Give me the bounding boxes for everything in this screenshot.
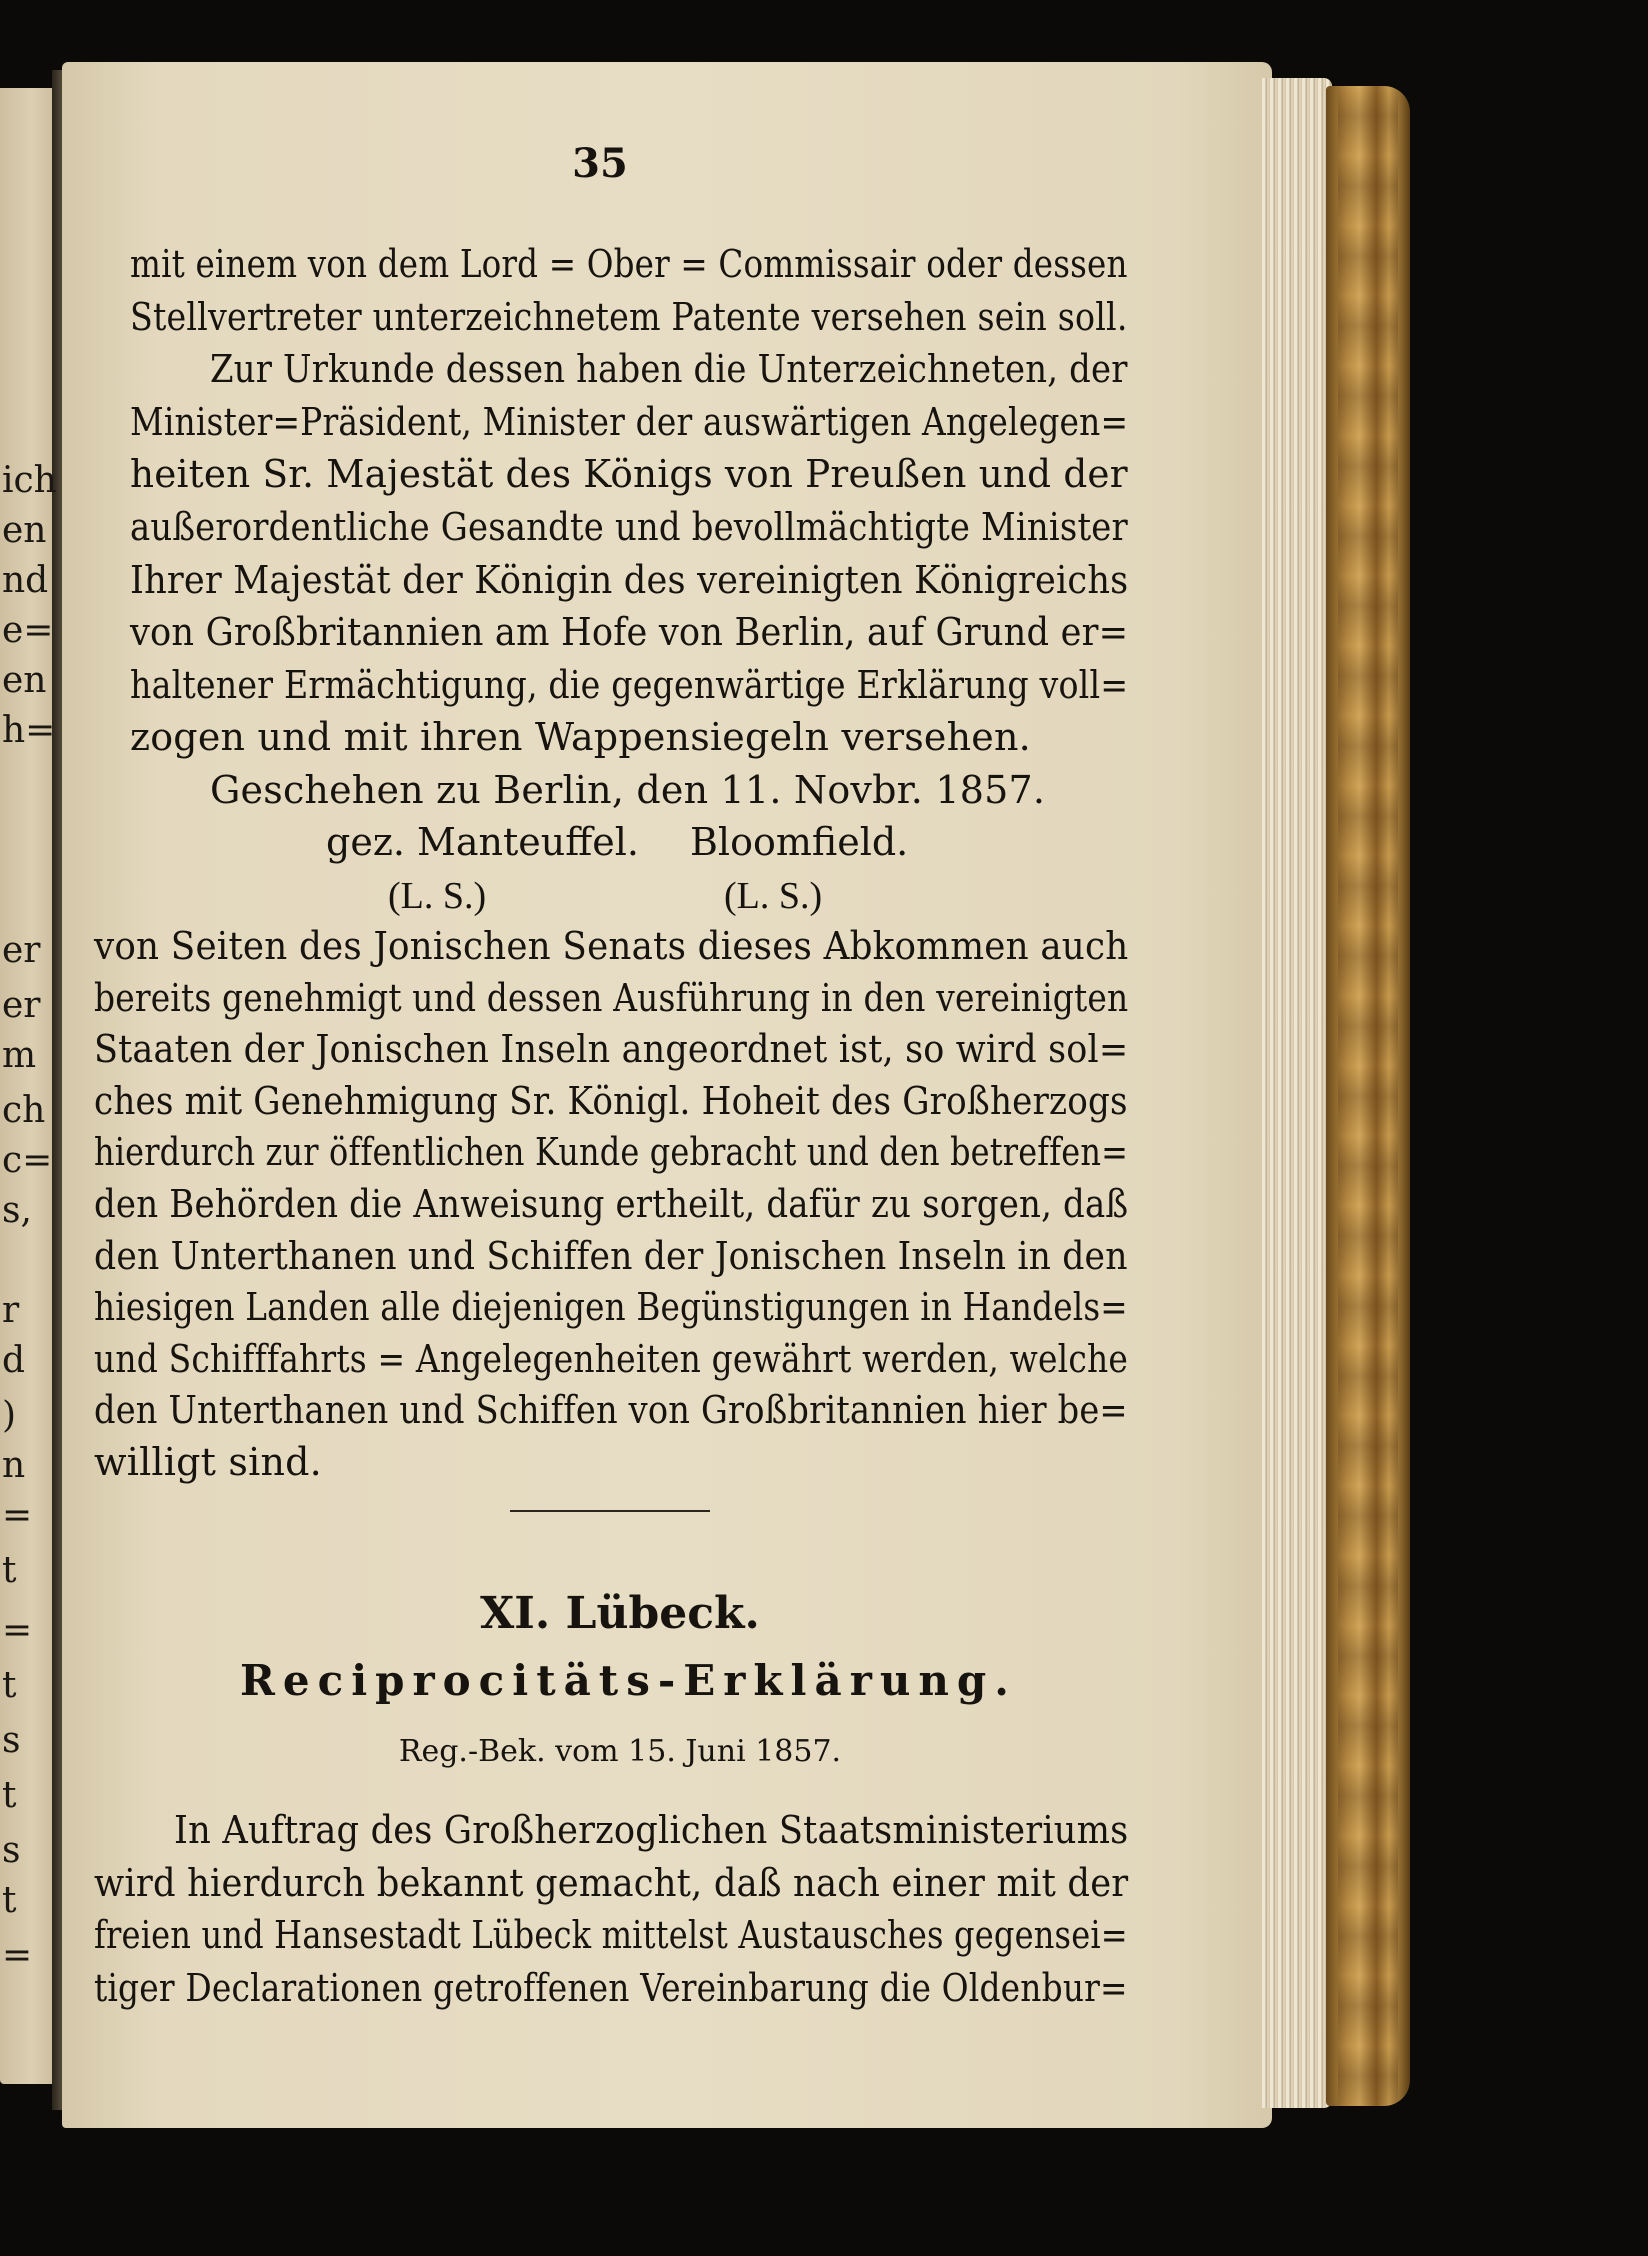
previous-page-fragment: en (2, 660, 47, 701)
previous-page-fragment: t (2, 1550, 17, 1591)
section-subtitle: Reciprocitäts-Erklärung. (240, 1656, 1017, 1705)
text-line: hierdurch zur öffentlichen Kunde gebracht und den betreffen= (94, 1130, 1129, 1175)
section-source: Reg.-Bek. vom 15. Juni 1857. (398, 1734, 842, 1769)
text-line: außerordentliche Gesandte und bevollmächtigte Minister (130, 505, 1128, 549)
previous-page-fragment: nd (2, 560, 49, 601)
previous-page-fragment: = (2, 1495, 33, 1536)
previous-page-fragment: t (2, 1665, 17, 1706)
text-line: willigt sind. (94, 1440, 322, 1484)
text-line: bereits genehmigt und dessen Ausführung in den vereinigten (94, 975, 1129, 1020)
text-line: heiten Sr. Majestät des Königs von Preußen und der (130, 452, 1128, 497)
text-line: tiger Declarationen getroffenen Vereinbarung die Oldenbur= (94, 1965, 1128, 2010)
previous-page-fragment: ) (2, 1395, 17, 1436)
previous-page-fragment: h= (2, 710, 56, 751)
date-line: Geschehen zu Berlin, den 11. Novbr. 1857. (210, 768, 1046, 812)
text-line: den Unterthanen und Schiffen der Jonischen Inseln in den (94, 1233, 1128, 1278)
text-line: von Seiten des Jonischen Senats dieses Abkommen auch (94, 924, 1129, 968)
previous-page-fragment: = (2, 1610, 33, 1651)
previous-page-fragment: er (2, 930, 41, 971)
text-line: Ihrer Majestät der Königin des vereinigten Königreichs (130, 557, 1129, 602)
text-line: zogen und mit ihren Wappensiegeln versehen. (130, 715, 1031, 760)
text-line: Staaten der Jonischen Inseln angeordnet ist, so wird sol= (94, 1027, 1129, 1072)
page-number: 35 (572, 140, 628, 187)
text-line: haltener Ermächtigung, die gegenwärtige Erklärung voll= (130, 662, 1129, 707)
text-line: Stellvertreter unterzeichnetem Patente versehen sein soll. (130, 294, 1128, 339)
previous-page-fragment: c= (2, 1140, 53, 1181)
previous-page-fragment: t (2, 1880, 17, 1921)
text-line: ches mit Genehmigung Sr. Königl. Hoheit des Großherzogs (94, 1078, 1128, 1123)
previous-page-fragment: ich (2, 460, 57, 501)
text-line: freien und Hansestadt Lübeck mittelst Austausches gegensei= (94, 1913, 1128, 1957)
previous-page-fragment: ch (2, 1090, 46, 1131)
previous-page-fragment: s, (2, 1190, 32, 1231)
text-line: hiesigen Landen alle diejenigen Begünstigungen in Handels= (94, 1285, 1128, 1330)
text-line: von Großbritannien am Hofe von Berlin, auf Grund er= (130, 610, 1129, 655)
signature-bloomfield: Bloomfield. (690, 820, 909, 864)
previous-page-fragment: t (2, 1775, 17, 1816)
previous-page-fragment: d (2, 1340, 26, 1381)
text-line: den Unterthanen und Schiffen von Großbritannien hier be= (94, 1388, 1128, 1433)
text-line: Minister=Präsident, Minister der auswärtigen Angelegen= (130, 399, 1129, 444)
text-line: den Behörden die Anweisung ertheilt, dafür zu sorgen, daß (94, 1182, 1129, 1226)
text-line: mit einem von dem Lord = Ober = Commissair oder dessen (130, 242, 1128, 286)
previous-page-fragment: = (2, 1935, 33, 1976)
text-line: Zur Urkunde dessen haben die Unterzeichneten, der (210, 347, 1128, 392)
previous-page-fragment: s (2, 1720, 21, 1761)
seal-left: (L. S.) (388, 875, 487, 917)
previous-page-fragment: e= (2, 610, 54, 651)
text-line: In Auftrag des Großherzoglichen Staatsministeriums (174, 1808, 1129, 1852)
previous-page-fragment: er (2, 985, 41, 1026)
previous-page-fragment: n (2, 1445, 26, 1486)
previous-page-fragment: r (2, 1290, 20, 1331)
section-title: XI. Lübeck. (480, 1588, 760, 1639)
text-line: und Schifffahrts = Angelegenheiten gewährt werden, welche (94, 1336, 1129, 1381)
previous-page-fragment: m (2, 1035, 37, 1076)
text-line: wird hierdurch bekannt gemacht, daß nach einer mit der (94, 1860, 1129, 1905)
section-divider (510, 1510, 710, 1512)
previous-page-fragment: s (2, 1830, 21, 1871)
seal-right: (L. S.) (724, 875, 823, 917)
previous-page-fragment: en (2, 510, 47, 551)
signature-manteuffel: gez. Manteuffel. (326, 820, 639, 864)
